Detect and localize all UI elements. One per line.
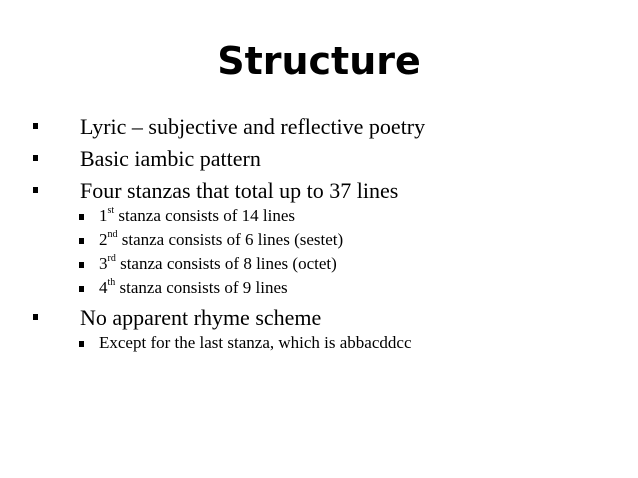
bullet-text: Except for the last stanza, which is abbacddcc: [99, 333, 412, 352]
sub-bullet-item: [99, 205, 295, 227]
ordinal-number: 3: [99, 254, 108, 273]
ordinal-suffix: nd: [107, 229, 118, 241]
sub-bullet-item: [99, 253, 337, 275]
bullet-text: stanza consists of 6 lines (sestet): [117, 230, 344, 249]
bullet-marker-icon: [33, 314, 38, 320]
sub-bullet-item: [99, 277, 288, 299]
bullet-item: [80, 177, 398, 205]
bullet-text: Four stanzas that total up to 37 lines: [80, 178, 399, 203]
bullet-text: stanza consists of 8 lines (octet): [115, 254, 337, 273]
bullet-item: [80, 145, 261, 173]
bullet-item: [80, 113, 425, 141]
ordinal-suffix: rd: [107, 253, 116, 265]
bullet-text: Lyric – subjective and reflective poetry: [80, 114, 426, 139]
bullet-marker-icon: [79, 262, 84, 268]
bullet-marker-icon: [33, 187, 38, 193]
ordinal-suffix: st: [107, 205, 115, 217]
bullet-marker-icon: [79, 238, 84, 244]
bullet-marker-icon: [33, 155, 38, 161]
bullet-text: stanza consists of 14 lines: [114, 206, 296, 225]
ordinal-number: 2: [99, 230, 108, 249]
ordinal-suffix: th: [107, 277, 116, 289]
bullet-text: No apparent rhyme scheme: [80, 305, 322, 330]
bullet-item: [80, 304, 321, 332]
bullet-text: stanza consists of 9 lines: [115, 278, 288, 297]
sub-bullet-item: [99, 332, 411, 354]
sub-bullet-item: [99, 229, 343, 251]
bullet-marker-icon: [79, 214, 84, 220]
ordinal-number: 4: [99, 278, 108, 297]
slide-title: Structure: [217, 39, 421, 83]
bullet-marker-icon: [79, 341, 84, 347]
bullet-marker-icon: [33, 123, 38, 129]
ordinal-number: 1: [99, 206, 108, 225]
bullet-text: Basic iambic pattern: [80, 146, 261, 171]
bullet-marker-icon: [79, 286, 84, 292]
